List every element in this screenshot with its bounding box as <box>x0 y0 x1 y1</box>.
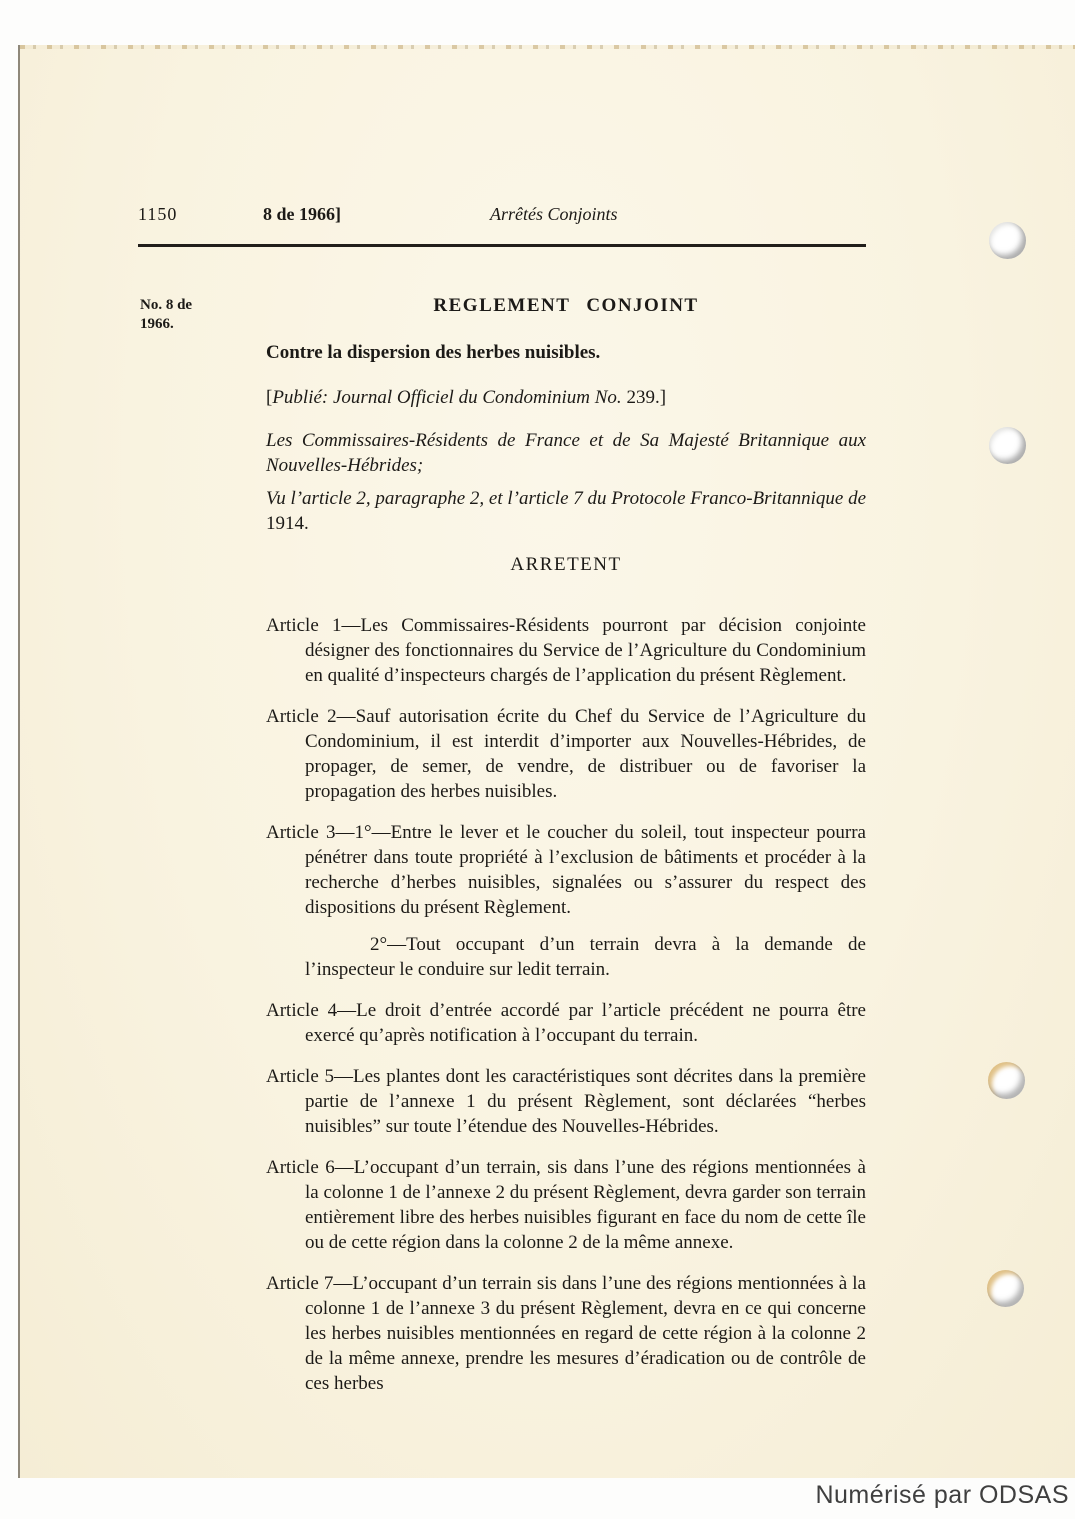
publication-italic: Publié: Journal Officiel du Condominium No. <box>272 387 622 408</box>
article-4-label: Article 4— <box>266 1000 357 1021</box>
article-3-clause-2 <box>266 932 866 982</box>
publication-reference <box>266 385 866 410</box>
margin-note-line2: 1966. <box>140 316 174 332</box>
margin-note-line1: No. 8 de <box>140 297 193 313</box>
article-2 <box>266 704 866 804</box>
article-1-body: Les Commissaires-Résidents pourront par décision conjointe désigner des fonctionnaires du Service de l’Agriculture du Condominium en qualité d’inspecteurs chargés de l’application du présent Règlement. <box>305 615 866 686</box>
punch-hole-1 <box>989 222 1026 259</box>
article-7 <box>266 1271 866 1396</box>
publication-bracket: [ <box>266 387 273 408</box>
article-6 <box>266 1155 866 1255</box>
header-rule <box>138 244 866 247</box>
issue-reference: 8 de 1966] <box>263 204 341 224</box>
preamble-protocol-italic: Vu l’article 2, paragraphe 2, et l’article 7 du Protocole Franco-Britannique de <box>266 488 866 509</box>
punch-hole-3 <box>988 1062 1025 1099</box>
article-5-body: Les plantes dont les caractéristiques sont décrites dans la première partie de l’annexe 1 du présent Règlement, sont déclarées “herbes nuisibles” sur toute l’étendue des Nouvelles-Hébrides. <box>305 1066 866 1137</box>
article-3-body: Entre le lever et le coucher du soleil, tout inspecteur pourra pénétrer dans toute propriété à l’exclusion de bâtiments et procéder à la recherche d’herbes nuisibles, signalées ou s’assurer du respect des dispositions du présent Règlement. <box>305 822 866 918</box>
article-3-clause-1 <box>266 820 866 920</box>
article-7-body: L’occupant d’un terrain sis dans l’une des régions mentionnées à la colonne 1 de l’annexe 3 du présent Règlement, devra en ce qui concerne les herbes nuisibles mentionnées en regard de cette région à la colonne 2 de la même annexe, prendre les mesures d’éradication ou de contrôle de ces herbes <box>305 1273 866 1394</box>
punch-hole-4 <box>987 1270 1024 1307</box>
article-3-clause-2-body: Tout occupant d’un terrain devra à la demande de l’inspecteur le conduire sur ledit terrain. <box>305 934 866 980</box>
text-column <box>266 340 866 1412</box>
watermark: Numérisé par ODSAS <box>815 1481 1069 1509</box>
article-5-label: Article 5— <box>266 1066 354 1087</box>
article-1-label: Article 1— <box>266 615 361 636</box>
regulation-title: REGLEMENT CONJOINT <box>433 295 699 316</box>
article-2-body: Sauf autorisation écrite du Chef du Service de l’Agriculture du Condominium, il est interdit d’importer aux Nouvelles-Hébrides, de propager, de semer, de vendre, de distribuer ou de favoriser la propagation des herbes nuisibles. <box>305 706 866 802</box>
preamble-protocol <box>266 486 866 536</box>
enacting-clause: ARRETENT <box>510 554 622 575</box>
article-2-label: Article 2— <box>266 706 356 727</box>
margin-note <box>140 296 250 334</box>
page-number: 1150 <box>138 204 178 224</box>
preamble-protocol-year: 1914. <box>266 513 309 534</box>
article-3-clause-2-label: 2°— <box>370 934 407 955</box>
publication-number: 239.] <box>621 387 667 408</box>
article-7-label: Article 7— <box>266 1273 353 1294</box>
article-6-label: Article 6— <box>266 1157 354 1178</box>
subject-heading: Contre la dispersion des herbes nuisibles. <box>266 342 601 363</box>
article-6-body: L’occupant d’un terrain, sis dans l’une des régions mentionnées à la colonne 1 de l’annexe 2 du présent Règlement, devra garder son terrain entièrement libre des herbes nuisibles figurant en face du nom de cette île ou de cette région dans la colonne 2 de la même annexe. <box>305 1157 866 1253</box>
journal-title: Arrêtés Conjoints <box>490 204 618 224</box>
article-5 <box>266 1064 866 1139</box>
article-1 <box>266 613 866 688</box>
document-page <box>18 45 1075 1478</box>
article-4 <box>266 998 866 1048</box>
preamble-commissioners: Les Commissaires-Résidents de France et de Sa Majesté Britannique aux Nouvelles-Hébrides; <box>266 430 866 476</box>
article-4-body: Le droit d’entrée accordé par l’article précédent ne pourra être exercé qu’après notification à l’occupant du terrain. <box>305 1000 866 1046</box>
article-3-label: Article 3—1°— <box>266 822 391 843</box>
punch-hole-2 <box>989 427 1026 464</box>
